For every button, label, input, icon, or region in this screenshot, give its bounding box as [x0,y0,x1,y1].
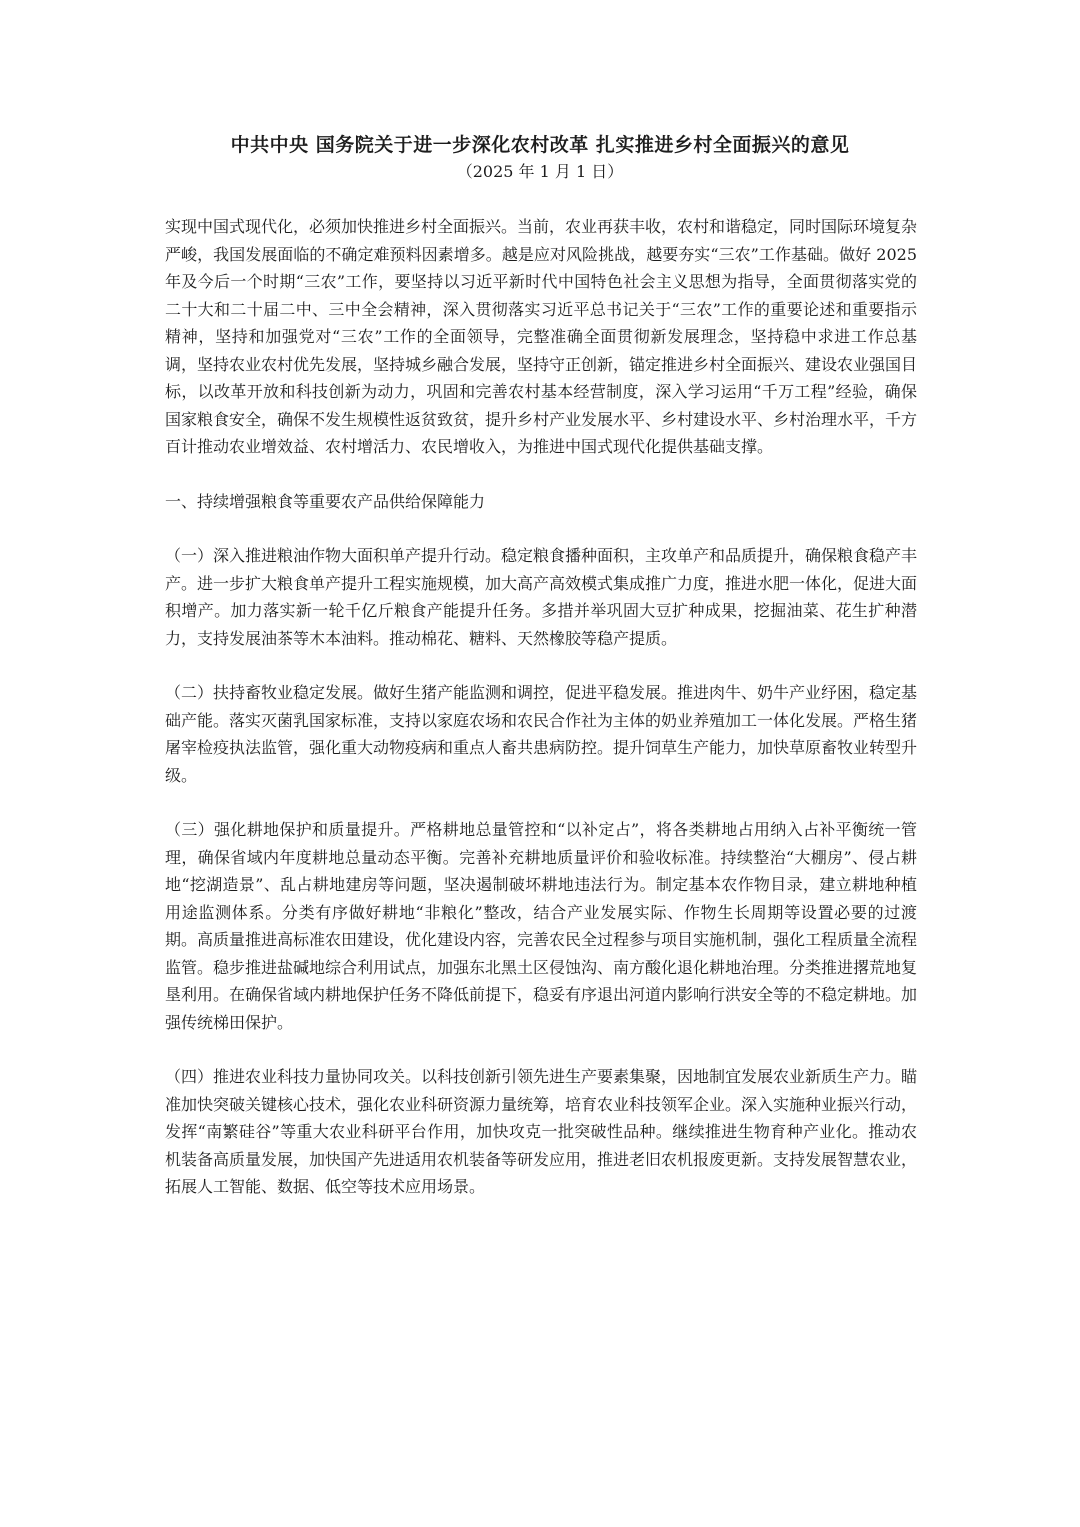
paragraph-2: （二）扶持畜牧业稳定发展。做好生猪产能监测和调控，促进平稳发展。推进肉牛、奶牛产业纾困，稳定基础产能。落实灭菌乳国家标准，支持以家庭农场和农民合作社为主体的奶业养殖加工一体化发展。严格生猪屠宰检疫执法监管，强化重大动物疫病和重点人畜共患病防控。提升饲草生产能力，加快草原畜牧业转型升级。 [165,683,918,785]
document-title: 中共中央 国务院关于进一步深化农村改革 扎实推进乡村全面振兴的意见 [230,134,850,156]
document-date: （2025 年 1 月 1 日） [456,162,624,181]
section-heading-1: 一、持续增强粮食等重要农产品供给保障能力 [165,491,486,511]
paragraph-3: （三）强化耕地保护和质量提升。严格耕地总量管控和“以补定占”，将各类耕地占用纳入占补平衡统一管理，确保省域内年度耕地总量动态平衡。完善补充耕地质量评价和验收标准。持续整治“大棚房”、侵占耕地“挖湖造景”、乱占耕地建房等问题，坚决遏制破坏耕地违法行为。制定基本农作物目录，建立耕地种植用途监测体系。分类有序做好耕地“非粮化”整改，结合产业发展实际、作物生长周期等设置必要的过渡期。高质量推进高标准农田建设，优化建设内容，完善农民全过程参与项目实施机制，强化工程质量全流程监管。稳步推进盐碱地综合利用试点，加强东北黑土区侵蚀沟、南方酸化退化耕地治理。分类推进撂荒地复垦利用。在确保省域内耕地保护任务不降低前提下，稳妥有序退出河道内影响行洪安全等的不稳定耕地。加强传统梯田保护。 [165,820,918,1032]
paragraph-1: （一）深入推进粮油作物大面积单产提升行动。稳定粮食播种面积，主攻单产和品质提升，确保粮食稳产丰产。进一步扩大粮食单产提升工程实施规模，加大高产高效模式集成推广力度，推进水肥一体化，促进大面积增产。加力落实新一轮千亿斤粮食产能提升任务。多措并举巩固大豆扩种成果，挖掘油菜、花生扩种潜力，支持发展油茶等木本油料。推动棉花、糖料、天然橡胶等稳产提质。 [165,546,918,648]
document-body [165,213,917,1228]
paragraph-4: （四）推进农业科技力量协同攻关。以科技创新引领先进生产要素集聚，因地制宜发展农业新质生产力。瞄准加快突破关键核心技术，强化农业科研资源力量统筹，培育农业科技领军企业。深入实施种业振兴行动，发挥“南繁硅谷”等重大农业科研平台作用，加快攻克一批突破性品种。继续推进生物育种产业化。推动农机装备高质量发展，加快国产先进适用农机装备等研发应用，推进老旧农机报废更新。支持发展智慧农业，拓展人工智能、数据、低空等技术应用场景。 [165,1067,918,1196]
intro-paragraph: 实现中国式现代化，必须加快推进乡村全面振兴。当前，农业再获丰收，农村和谐稳定，同时国际环境复杂严峻，我国发展面临的不确定难预料因素增多。越是应对风险挑战，越要夯实“三农”工作基础。做好 2025 年及今后一个时期“三农”工作，要坚持以习近平新时代中国特色社会主义思想为指导，全面贯彻落实党的二十大和二十届二中、三中全会精神，深入贯彻落实习近平总书记关于“三农”工作的重要论述和重要指示精神，坚持和加强党对“三农”工作的全面领导，完整准确全面贯彻新发展理念，坚持稳中求进工作总基调，坚持农业农村优先发展，坚持城乡融合发展，坚持守正创新，锚定推进乡村全面振兴、建设农业强国目标，以改革开放和科技创新为动力，巩固和完善农村基本经营制度，深入学习运用“千万工程”经验，确保国家粮食安全，确保不发生规模性返贫致贫，提升乡村产业发展水平、乡村建设水平、乡村治理水平，千方百计推动农业增效益、农村增活力、农民增收入，为推进中国式现代化提供基础支撑。 [165,217,918,456]
